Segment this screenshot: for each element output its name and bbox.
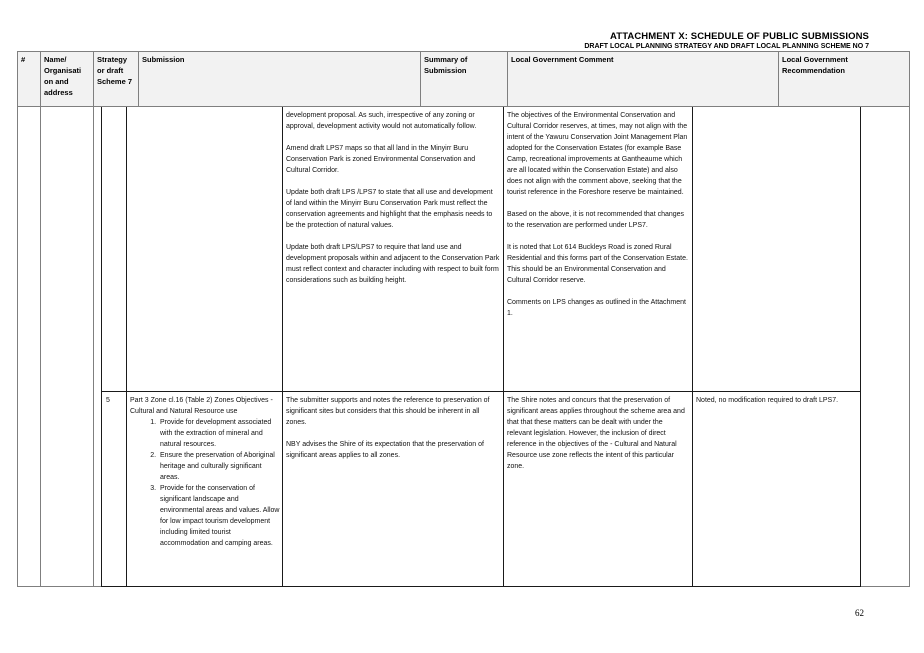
- col-header-comment: Local Government Comment: [508, 52, 779, 106]
- document-title: ATTACHMENT X: SCHEDULE OF PUBLIC SUBMISSIONS: [610, 31, 869, 42]
- col-header-recommendation: Local Government Recommendation: [782, 55, 848, 75]
- col-divider: [40, 107, 41, 587]
- row-5-summary: [286, 395, 500, 461]
- comment-paragraph: Comments on LPS changes as outlined in the Attachment 1.: [507, 299, 686, 317]
- inner-col-divider: [860, 107, 861, 587]
- summary-paragraph: NBY advises the Shire of its expectation that the preservation of significant areas applies to all zones.: [286, 441, 484, 459]
- col-divider: [93, 107, 94, 587]
- continued-submission: [286, 110, 500, 286]
- submission-intro: Part 3 Zone cl.16 (Table 2) Zones Objectives - Cultural and Natural Resource use: [130, 397, 273, 415]
- inner-col-divider: [282, 107, 283, 587]
- submission-paragraph: development proposal. As such, irrespective of any zoning or approval, development activity would not automatically follow.: [286, 112, 477, 130]
- submission-paragraph: Amend draft LPS7 maps so that all land in the Minyirr Buru Conservation Park is zoned Environmental Conservation and Cultural Corridor.: [286, 145, 476, 174]
- col-header-submission: Submission: [139, 52, 421, 106]
- inner-col-divider: [126, 107, 127, 587]
- continued-comment: [507, 110, 689, 319]
- col-header-number: #: [18, 52, 41, 106]
- inner-col-divider: [503, 107, 504, 587]
- list-item: 3. Provide for the conservation of significant landscape and environmental areas and values. Allow for low impact tourism development including limited tourist accommodation and camping areas.: [158, 483, 280, 549]
- row-number: 5: [106, 397, 110, 404]
- page-number: 62: [855, 608, 864, 618]
- inner-col-divider: [101, 107, 102, 587]
- submission-paragraph: Update both draft LPS/LPS7 to require that land use and development proposals within and adjacent to the Conservation Park must reflect context and character including with respect to built form considerations such as building height.: [286, 244, 500, 284]
- document-subtitle: DRAFT LOCAL PLANNING STRATEGY AND DRAFT LOCAL PLANNING SCHEME NO 7: [584, 43, 869, 50]
- col-header-name: Name/ Organisati on and address: [41, 52, 94, 106]
- list-item: 1. Provide for development associated with the extraction of mineral and natural resources.: [158, 417, 280, 450]
- inner-col-divider: [692, 107, 693, 587]
- row-divider: [101, 391, 861, 392]
- comment-paragraph: Based on the above, it is not recommended that changes to the reservation are performed under LPS7.: [507, 211, 685, 229]
- summary-paragraph: The submitter supports and notes the reference to preservation of significant sites but considers that this should be inherent in all zones.: [286, 397, 490, 426]
- table-header: [17, 51, 910, 107]
- list-item: 2. Ensure the preservation of Aboriginal heritage and culturally significant areas.: [158, 450, 280, 483]
- row-divider: [101, 586, 861, 587]
- submission-paragraph: Update both draft LPS /LPS7 to state that all use and development of land within the Minyirr Buru Conservation Park must reflect the conservation agreements and highlight that the emphasis needs to be the protection of natural values.: [286, 189, 493, 229]
- row-5-comment: The Shire notes and concurs that the preservation of significant areas applies throughout the scheme area and that that these matters can be dealt with under the relevant legislation. However, the inclusion of direct reference in the objectives of the - Cultural and Natural Resource use zone reflects the intent of this particular zone.: [507, 397, 685, 470]
- comment-paragraph: It is noted that Lot 614 Buckleys Road is zoned Rural Residential and this forms part of the Conservation Estate. This should be an Environmental Conservation and Cultural Corridor reserve.: [507, 244, 688, 284]
- comment-paragraph: The objectives of the Environmental Conservation and Cultural Corridor reserves, at times, may not align with the intent of the Yawuru Conservation Joint Management Plan adopted for the Conservation Estates (for example Base Camp, recreational improvements at Gantheaume which are all located within the Conservation Estate) and also does not align with the comment above, seeking that the tourist reference in the Foreshore reserve be maintained.: [507, 112, 688, 196]
- row-5-recommendation: Noted, no modification required to draft LPS7.: [696, 397, 839, 404]
- row-5-submission: [130, 395, 280, 549]
- submission-objectives-list: [130, 417, 280, 549]
- col-header-strategy: Strategy or draft Scheme 7: [94, 52, 139, 106]
- col-header-summary: Summary of Submission: [421, 52, 508, 106]
